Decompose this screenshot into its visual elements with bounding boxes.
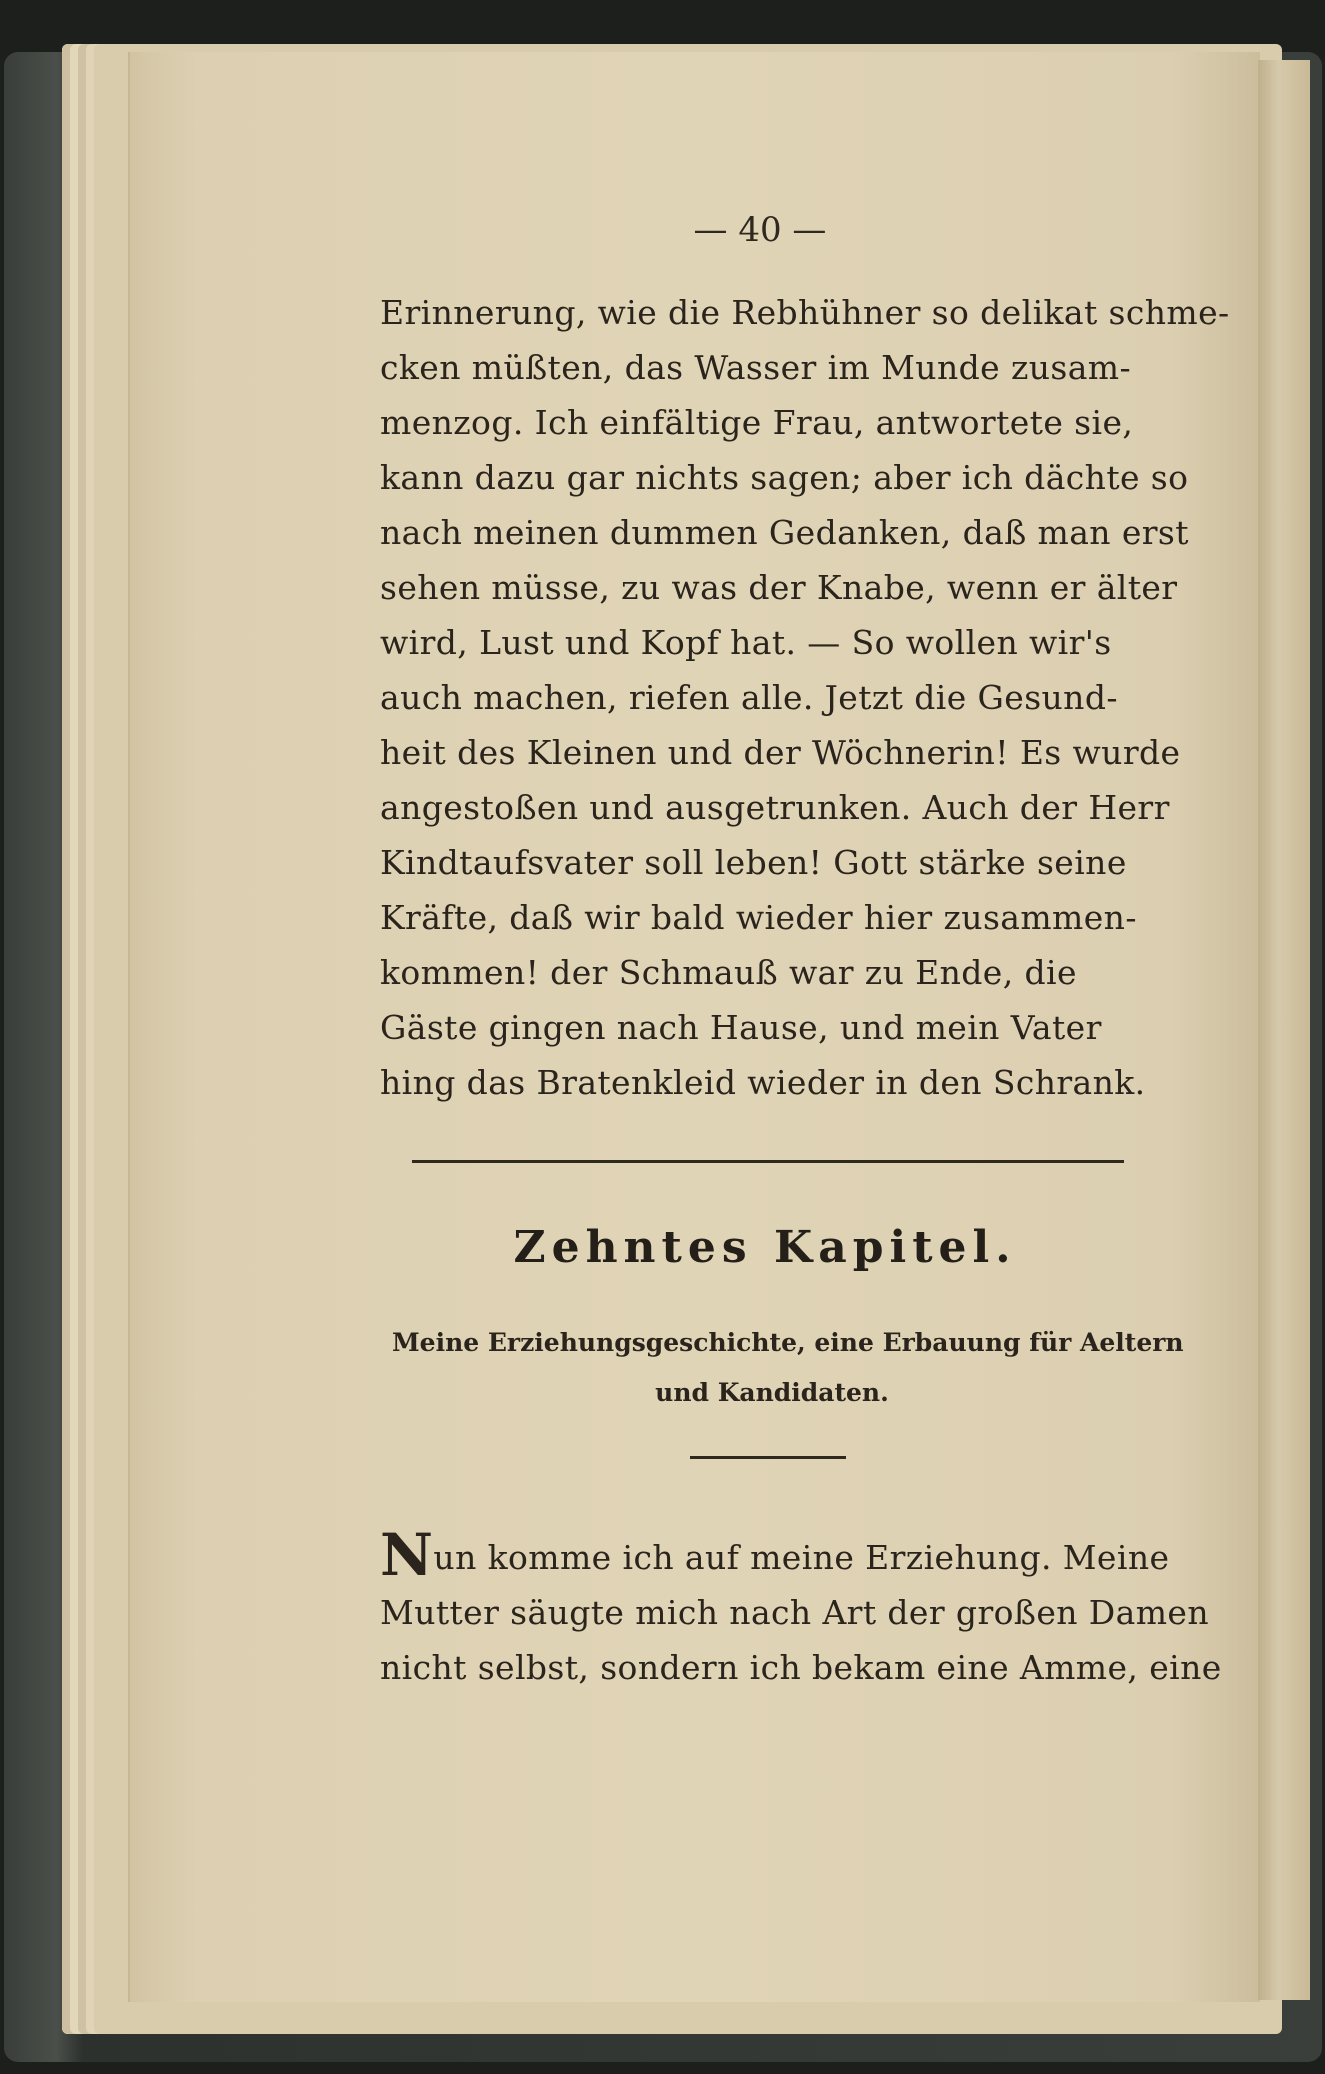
- text-line: [380, 1521, 1170, 1589]
- subtitle-line: Meine Erziehungsgeschichte, eine Erbauung für Aeltern: [392, 1328, 1184, 1357]
- chapter-subtitle: [392, 1318, 1184, 1418]
- section-divider: [412, 1160, 1124, 1163]
- paragraph-continued: [380, 285, 1230, 1110]
- ornamental-rule: [690, 1456, 846, 1459]
- text-line: wird, Lust und Kopf hat. — So wollen wir's: [380, 623, 1112, 662]
- text-line: Kräfte, daß wir bald wieder hier zusammen-: [380, 898, 1137, 937]
- text-line: nach meinen dummen Gedanken, daß man erst: [380, 513, 1189, 552]
- text-line: Kindtaufsvater soll leben! Gott stärke seine: [380, 843, 1127, 882]
- text-line: Erinnerung, wie die Rebhühner so delikat schme-: [380, 293, 1230, 332]
- text-line: angestoßen und ausgetrunken. Auch der Herr: [380, 788, 1170, 827]
- chapter-opening-paragraph: [380, 1521, 1222, 1695]
- text-line: Mutter säugte mich nach Art der großen Damen: [380, 1593, 1210, 1632]
- text-line: auch machen, riefen alle. Jetzt die Gesund-: [380, 678, 1118, 717]
- chapter-title: Zehntes Kapitel.: [513, 1222, 1017, 1273]
- text-line-rest: un komme ich auf meine Erziehung. Meine: [433, 1538, 1170, 1577]
- drop-cap: N: [380, 1521, 434, 1589]
- text-line: menzog. Ich einfältige Frau, antwortete sie,: [380, 403, 1134, 442]
- text-line: heit des Kleinen und der Wöchnerin! Es wurde: [380, 733, 1181, 772]
- page-number: — 40 —: [693, 210, 827, 250]
- subtitle-line: und Kandidaten.: [655, 1378, 889, 1407]
- text-line: cken müßten, das Wasser im Munde zusam-: [380, 348, 1132, 387]
- text-line: kann dazu gar nichts sagen; aber ich dächte so: [380, 458, 1189, 497]
- text-line: sehen müsse, zu was der Knabe, wenn er älter: [380, 568, 1178, 607]
- text-line: Gäste gingen nach Hause, und mein Vater: [380, 1008, 1102, 1047]
- facing-page-edge: [1258, 60, 1310, 2000]
- text-line: nicht selbst, sondern ich bekam eine Amme, eine: [380, 1648, 1222, 1687]
- text-line: hing das Bratenkleid wieder in den Schrank.: [380, 1063, 1146, 1102]
- text-line: kommen! der Schmauß war zu Ende, die: [380, 953, 1077, 992]
